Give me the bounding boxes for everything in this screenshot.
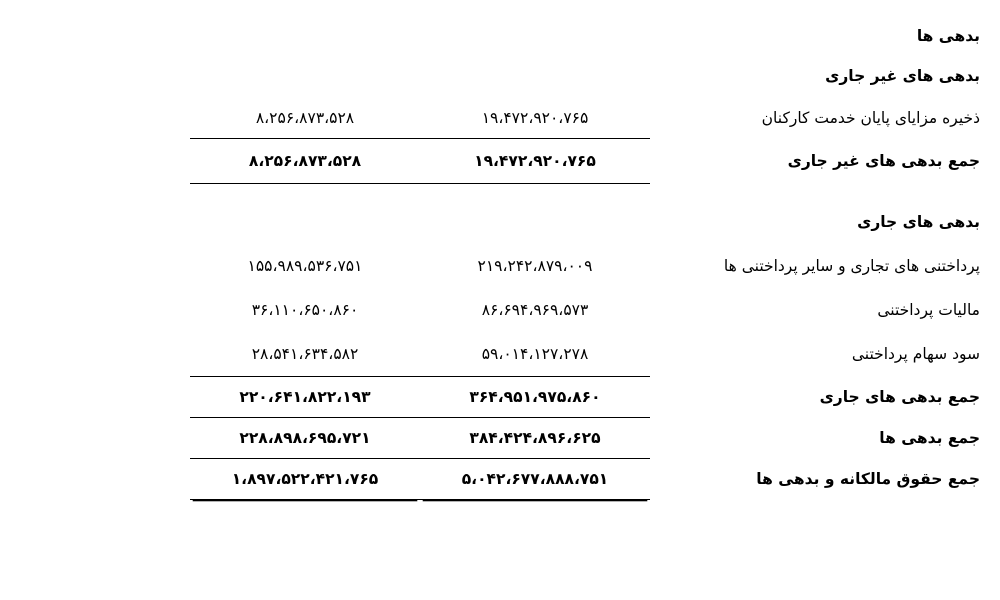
table-row	[20, 288, 980, 332]
row-value-prior	[190, 18, 420, 54]
liabilities-table	[20, 18, 980, 500]
table-row	[20, 459, 980, 500]
row-value-current: ۱۹،۴۷۲،۹۲۰،۷۶۵	[420, 98, 650, 139]
row-label: جمع بدهی ها	[879, 429, 980, 447]
table-row	[20, 418, 980, 459]
row-value-current: ۳۶۴،۹۵۱،۹۷۵،۸۶۰	[420, 377, 650, 418]
row-value-current	[420, 200, 650, 244]
row-value-prior	[190, 200, 420, 244]
row-label: ذخیره مزایای پایان خدمت کارکنان	[761, 109, 980, 128]
row-value-prior: ۱،۸۹۷،۵۲۲،۴۲۱،۷۶۵	[190, 459, 420, 500]
row-pad	[20, 459, 190, 500]
table-row	[20, 54, 980, 98]
row-label: جمع بدهی های جاری	[819, 388, 980, 406]
row-pad	[20, 377, 190, 418]
row-value-prior: ۲۲۸،۸۹۸،۶۹۵،۷۲۱	[190, 418, 420, 459]
table-row	[20, 98, 980, 139]
row-value-prior	[190, 54, 420, 98]
table-row	[20, 332, 980, 377]
row-value-prior: ۳۶،۱۱۰،۶۵۰،۸۶۰	[251, 301, 359, 319]
row-label: جمع حقوق مالکانه و بدهی ها	[756, 470, 980, 488]
row-value-prior: ۱۵۵،۹۸۹،۵۳۶،۷۵۱	[247, 257, 363, 275]
row-value-current: ۵،۰۴۲،۶۷۷،۸۸۸،۷۵۱	[420, 459, 650, 500]
row-value-prior: ۲۸،۵۴۱،۶۳۴،۵۸۲	[190, 332, 420, 377]
table-row	[20, 200, 980, 244]
row-pad	[20, 418, 190, 459]
row-pad	[20, 332, 190, 377]
row-value-current: ۳۸۴،۴۲۴،۸۹۶،۶۲۵	[420, 418, 650, 459]
row-label: بدهی ها	[916, 27, 980, 45]
row-value-prior: ۸،۲۵۶،۸۷۳،۵۲۸	[190, 139, 420, 184]
row-label: بدهی های جاری	[857, 213, 980, 231]
row-pad	[20, 244, 190, 288]
row-value-prior: ۲۲۰،۶۴۱،۸۲۲،۱۹۳	[190, 377, 420, 418]
row-value-current: ۸۶،۶۹۴،۹۶۹،۵۷۳	[481, 301, 589, 319]
table-row	[20, 377, 980, 418]
row-value-current: ۵۹،۰۱۴،۱۲۷،۲۷۸	[420, 332, 650, 377]
table-row	[20, 139, 980, 184]
row-label: بدهی های غیر جاری	[825, 67, 980, 85]
row-label: جمع بدهی های غیر جاری	[787, 152, 980, 170]
table-row	[20, 244, 980, 288]
row-value-prior: ۸،۲۵۶،۸۷۳،۵۲۸	[190, 98, 420, 139]
spacer-row	[20, 184, 980, 201]
row-value-current	[420, 54, 650, 98]
row-pad	[20, 200, 190, 244]
row-pad	[20, 288, 190, 332]
row-value-current: ۲۱۹،۲۴۲،۸۷۹،۰۰۹	[477, 257, 593, 275]
row-pad	[20, 54, 190, 98]
row-label: سود سهام پرداختنی	[851, 345, 980, 364]
row-value-current	[420, 18, 650, 54]
row-pad	[20, 18, 190, 54]
table-row	[20, 18, 980, 54]
row-label: مالیات پرداختنی	[877, 301, 980, 319]
row-label: پرداختنی های تجاری و سایر پرداختنی ها	[723, 257, 980, 275]
row-value-current: ۱۹،۴۷۲،۹۲۰،۷۶۵	[420, 139, 650, 184]
row-pad	[20, 98, 190, 139]
row-pad	[20, 139, 190, 184]
